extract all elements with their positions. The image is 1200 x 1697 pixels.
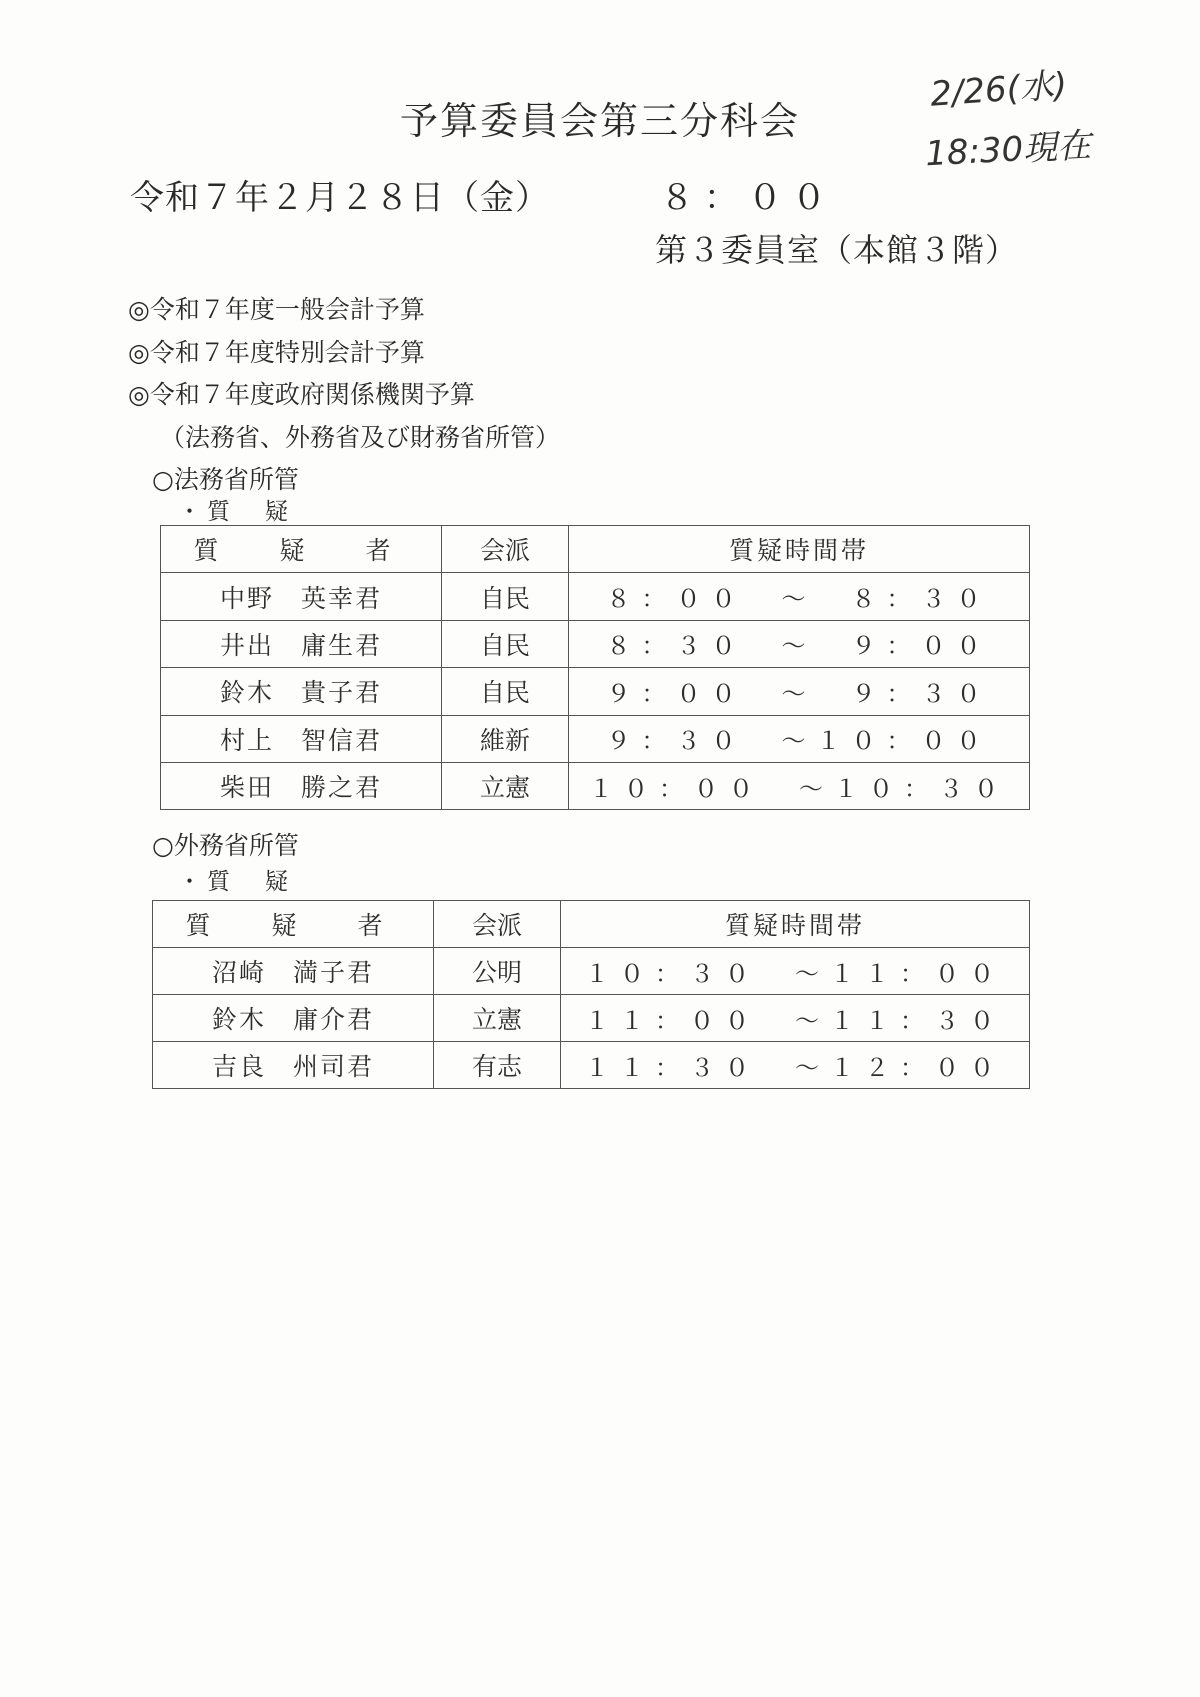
questioner-name: 柴田 勝之君 [161,762,442,809]
party-name: 自民 [442,668,569,715]
section-subheading-justice: ・質 疑 [178,499,294,525]
table-row [161,715,1030,762]
table-row [161,620,1030,667]
table-row [161,762,1030,809]
section-subheading-foreign-affairs: ・質 疑 [178,869,294,895]
party-name: 公明 [434,948,561,995]
agenda-item-special-budget: ◎令和７年度特別会計予算 [128,338,425,367]
table-row [153,1042,1030,1089]
questioner-name: 吉良 州司君 [153,1042,434,1089]
table-row [161,668,1030,715]
table-row [153,995,1030,1042]
schedule-table-foreign-affairs [152,900,1030,1089]
section-heading-foreign-affairs: ○外務省所管 [152,831,299,860]
time-slot: ８：３０ ～ ９：００ [569,620,1030,667]
time-slot: １０：３０ ～１１：００ [561,948,1030,995]
questioner-name: 中野 英幸君 [161,573,442,620]
time-slot: １１：３０ ～１２：００ [561,1042,1030,1089]
agenda-item-general-budget: ◎令和７年度一般会計予算 [128,295,425,324]
agenda-item-government-agencies-budget: ◎令和７年度政府関係機関予算 [128,380,475,409]
agenda-items-note: （法務省、外務省及び財務省所管） [160,423,561,452]
party-name: 自民 [442,620,569,667]
time-slot: ８：００ ～ ８：３０ [569,573,1030,620]
table-header-row [153,901,1030,948]
table-row [161,573,1030,620]
questioner-name: 井出 庸生君 [161,620,442,667]
questioner-name: 村上 智信君 [161,715,442,762]
meeting-room: 第３委員室（本館３階） [655,231,1019,269]
header-time-slot: 質疑時間帯 [569,526,1030,573]
questioner-name: 沼崎 満子君 [153,948,434,995]
time-slot: １１：００ ～１１：３０ [561,995,1030,1042]
time-slot: ９：００ ～ ９：３０ [569,668,1030,715]
party-name: 有志 [434,1042,561,1089]
header-party: 会派 [442,526,569,573]
party-name: 立憲 [442,762,569,809]
handwritten-time-note: 18:30現在 [924,125,1093,175]
time-slot: ９：３０ ～１０：００ [569,715,1030,762]
header-time-slot: 質疑時間帯 [561,901,1030,948]
handwritten-date-note: 2/26(水) [929,65,1069,115]
section-heading-justice: ○法務省所管 [152,465,299,494]
meeting-time: ８：００ [660,178,836,218]
document-title: 予算委員会第三分科会 [400,99,801,143]
party-name: 自民 [442,573,569,620]
time-slot: １０：００ ～１０：３０ [569,762,1030,809]
questioner-name: 鈴木 庸介君 [153,995,434,1042]
header-questioner: 質 疑 者 [161,526,442,573]
schedule-table-justice [160,525,1030,810]
questioner-name: 鈴木 貴子君 [161,668,442,715]
table-header-row [161,526,1030,573]
table-row [153,948,1030,995]
party-name: 維新 [442,715,569,762]
header-party: 会派 [434,901,561,948]
party-name: 立憲 [434,995,561,1042]
meeting-date: 令和７年２月２８日（金） [130,178,550,218]
header-questioner: 質 疑 者 [153,901,434,948]
